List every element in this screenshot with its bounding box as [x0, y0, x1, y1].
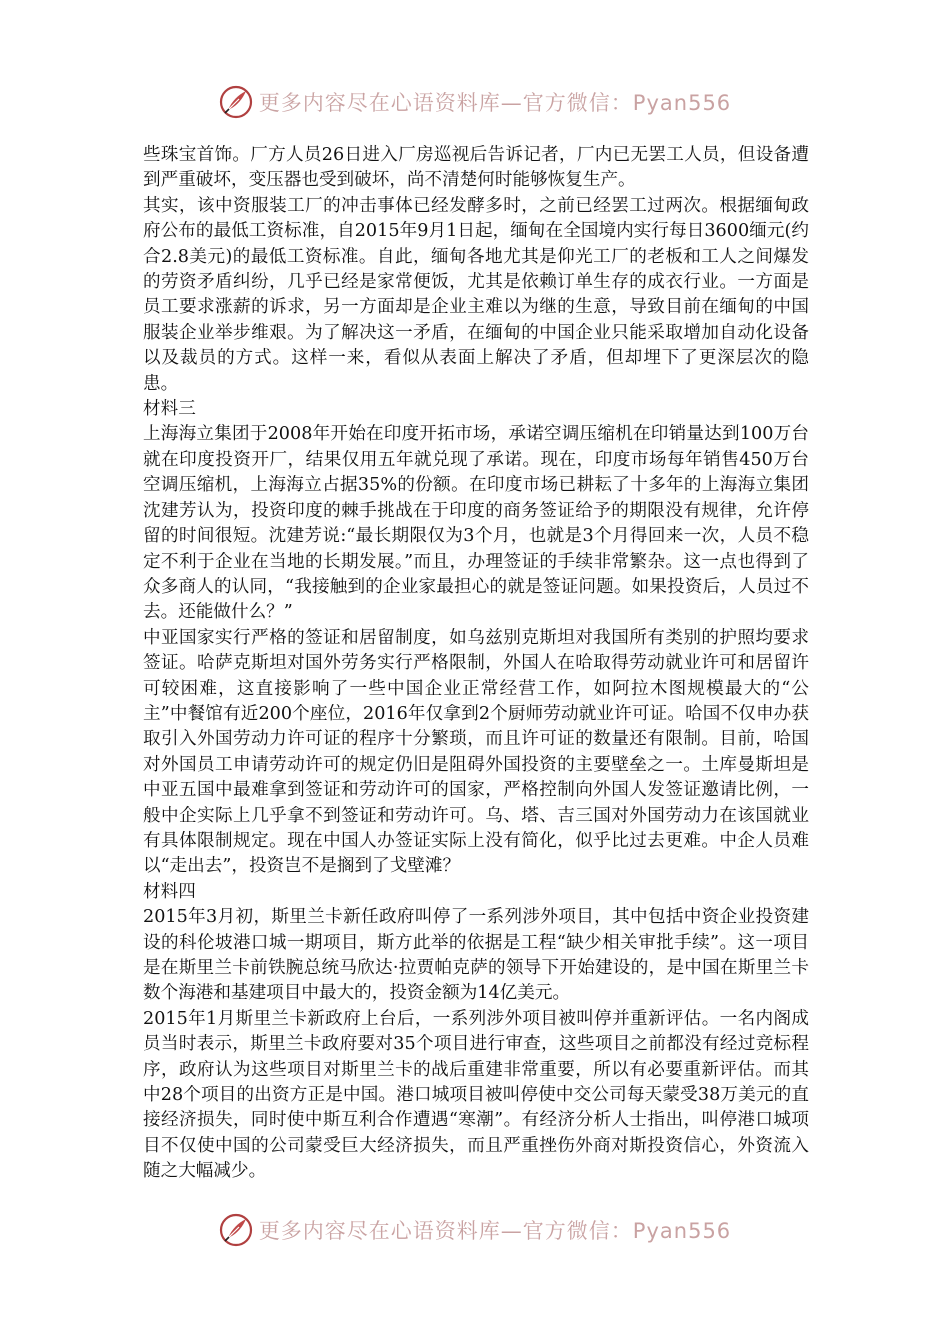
header-banner-text: 更多内容尽在心语资料库—官方微信：Pyan556: [258, 91, 732, 115]
paragraph-1: 些珠宝首饰。厂方人员26日进入厂房巡视后告诉记者，厂内已无罢工人员，但设备遭到严重破坏，变压器也受到破坏，尚不清楚何时能够恢复生产。: [143, 145, 809, 191]
paragraph-2: 其实，该中资服装工厂的冲击事体已经发酵多时，之前已经罢工过两次。根据缅甸政府公布的最低工资标准，自2015年9月1日起，缅甸在全国境内实行每日3600缅元(约合2.8美元)的最低工资标准。自此，缅甸各地尤其是仰光工厂的老板和工人之间爆发的劳资矛盾纠纷，几乎已经是家常便饭，尤其是依赖订单生存的成衣行业。一方面是员工要求涨薪的诉求，另一方面却是企业主难以为继的生意，导致目前在缅甸的中国服装企业举步维艰。为了解决这一矛盾，在缅甸的中国企业只能采取增加自动化设备以及裁员的方式。这样一来，看似从表面上解决了矛盾，但却埋下了更深层次的隐患。: [143, 195, 809, 394]
paragraph-4: 中亚国家实行严格的签证和居留制度，如乌兹别克斯坦对我国所有类别的护照均要求签证。哈萨克斯坦对国外劳务实行严格限制，外国人在哈取得劳动就业许可和居留许可较困难，这直接影响了一些中国企业正常经营工作，如阿拉木图规模最大的“公主”中餐馆有近200个座位，2016年仅拿到2个厨师劳动就业许可证。哈国不仅申办获取引入外国劳动力许可证的程序十分繁琐，而且许可证的数量还有限制。目前，哈国对外国员工申请劳动许可的规定仍旧是阻碍外国投资的主要壁垒之一。土库曼斯坦是中亚五国中最难拿到签证和劳动许可的国家，严格控制向外国人发签证邀请比例，一般中企实际上几乎拿不到签证和劳动许可。乌、塔、吉三国对外国劳动力在该国就业有具体限制规定。现在中国人办签证实际上没有简化，似乎比过去更难。中企人员难以“走出去”，投资岂不是搁到了戈壁滩？: [143, 627, 809, 877]
section-heading-material-4: 材料四: [143, 881, 196, 902]
footer-banner-text: 更多内容尽在心语资料库—官方微信：Pyan556: [258, 1219, 732, 1243]
feather-pen-logo-icon: [219, 85, 253, 119]
article-body: [143, 143, 809, 1185]
footer-banner: [0, 1210, 950, 1250]
paragraph-6: 2015年1月斯里兰卡新政府上台后，一系列涉外项目被叫停并重新评估。一名内阁成员当时表示，斯里兰卡政府要对35个项目进行审查，这些项目之前都没有经过竞标程序，政府认为这些项目对斯里兰卡的战后重建非常重要，所以有必要重新评估。而其中28个项目的出资方正是中国。港口城项目被叫停使中交公司每天蒙受38万美元的直接经济损失，同时使中斯互利合作遭遇“寒潮”。有经济分析人士指出，叫停港口城项目不仅使中国的公司蒙受巨大经济损失，而且严重挫伤外商对斯投资信心，外资流入随之大幅减少。: [143, 1008, 809, 1182]
paragraph-5: 2015年3月初，斯里兰卡新任政府叫停了一系列涉外项目，其中包括中资企业投资建设的科伦坡港口城一期项目，斯方此举的依据是工程“缺少相关审批手续”。这一项目是在斯里兰卡前铁腕总统马欣达·拉贾帕克萨的领导下开始建设的，是中国在斯里兰卡数个海港和基建项目中最大的，投资金额为14亿美元。: [143, 907, 809, 1004]
feather-pen-logo-icon: [219, 1213, 253, 1247]
header-banner: [0, 82, 950, 122]
section-heading-material-3: 材料三: [143, 399, 196, 420]
paragraph-3: 上海海立集团于2008年开始在印度开拓市场，承诺空调压缩机在印销量达到100万台就在印度投资开厂，结果仅用五年就兑现了承诺。现在，印度市场每年销售450万台空调压缩机，上海海立占据35%的份额。在印度市场已耕耘了十多年的上海海立集团沈建芳认为，投资印度的棘手挑战在于印度的商务签证给予的期限没有规律，允许停留的时间很短。沈建芳说:“最长期限仅为3个月，也就是3个月得回来一次，人员不稳定不利于企业在当地的长期发展。”而且，办理签证的手续非常繁杂。这一点也得到了众多商人的认同，“我接触到的企业家最担心的就是签证问题。如果投资后，人员过不去。还能做什么？”: [143, 424, 809, 623]
